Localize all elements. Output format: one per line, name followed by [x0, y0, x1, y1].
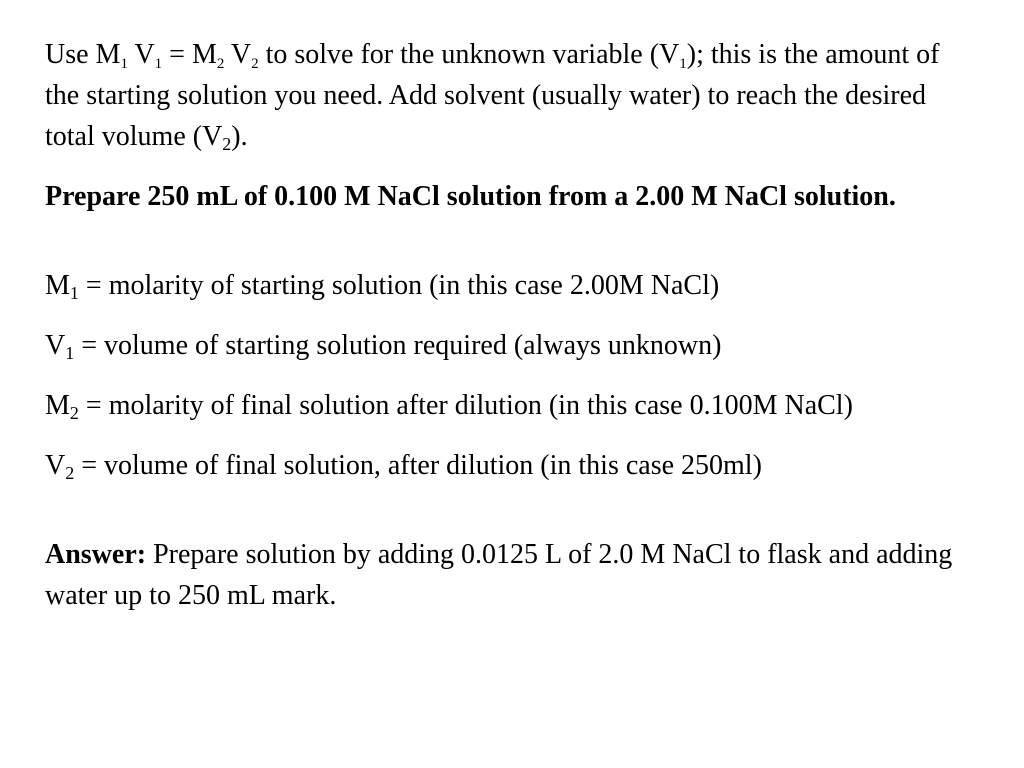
definition-text: = volume of starting solution required (always unknown)	[74, 330, 722, 361]
answer-text: Prepare solution by adding 0.0125 L of 2.0 M NaCl to flask and adding water up to 250 mL mark.	[45, 539, 953, 611]
intro-text: to solve for the unknown variable (V	[258, 39, 680, 70]
subscript: 1	[154, 56, 163, 72]
definition-v2	[45, 445, 975, 486]
subscript: 2	[222, 134, 232, 154]
definition-text: = molarity of final solution after dilution (in this case 0.100M NaCl)	[78, 390, 853, 421]
slide-content	[45, 34, 975, 616]
subscript: 2	[216, 56, 225, 72]
intro-text: ).	[231, 121, 248, 152]
answer-label: Answer:	[45, 539, 147, 570]
subscript: 2	[65, 463, 75, 483]
intro-text: V	[224, 39, 252, 70]
intro-paragraph	[45, 34, 975, 157]
definition-m1	[45, 265, 975, 306]
subscript: 1	[120, 56, 128, 72]
variable-symbol: V	[45, 450, 66, 481]
answer-paragraph	[45, 534, 975, 616]
subscript: 2	[69, 403, 79, 423]
subscript: 2	[251, 56, 259, 72]
intro-text: = M	[162, 39, 217, 70]
intro-text: ); this is the amount of the starting solution you need. Add solvent (usually water) to reach the desired total volume (V	[45, 39, 940, 152]
definition-text: = volume of final solution, after dilution (in this case 250ml)	[74, 450, 762, 481]
problem-statement: Prepare 250 mL of 0.100 M NaCl solution from a 2.00 M NaCl solution.	[45, 181, 896, 212]
intro-text: Use M	[45, 39, 121, 70]
subscript: 1	[679, 56, 687, 72]
definition-m2	[45, 385, 975, 426]
definition-text: = molarity of starting solution (in this case 2.00M NaCl)	[78, 270, 720, 301]
definition-v1	[45, 325, 975, 366]
variable-symbol: M	[45, 270, 70, 301]
variable-symbol: V	[45, 330, 66, 361]
variable-symbol: M	[45, 390, 70, 421]
subscript: 1	[65, 343, 75, 363]
intro-text: V	[127, 39, 155, 70]
subscript: 1	[69, 283, 79, 303]
